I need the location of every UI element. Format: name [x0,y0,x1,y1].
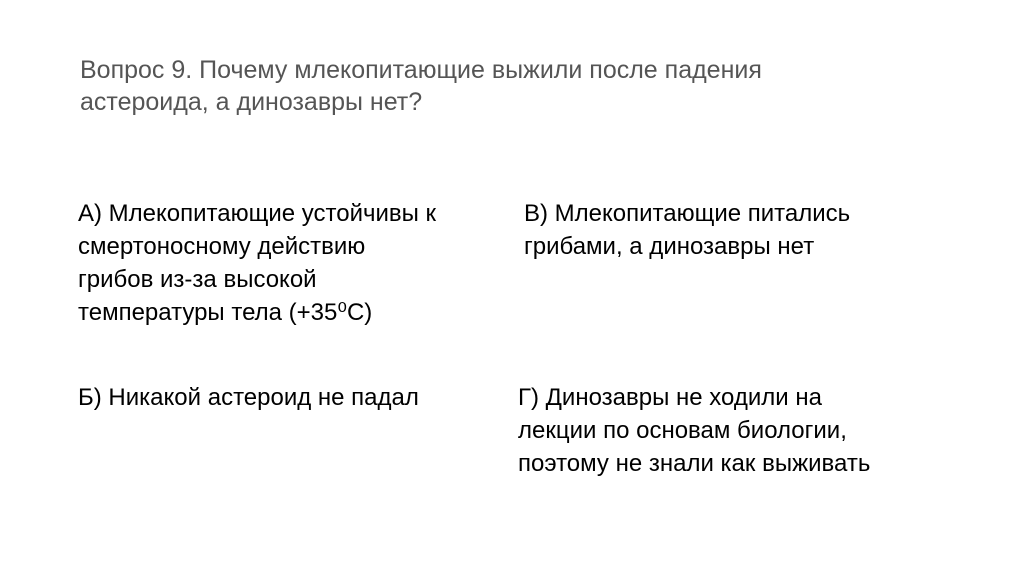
answer-b-line-1: Б) Никакой астероид не падал [78,384,419,411]
answer-v-line-2: грибами, а динозавры нет [524,233,815,260]
answer-v-line-1: В) Млекопитающие питались [524,200,851,227]
answer-g-line-3: поэтому не знали как выживать [518,450,871,477]
answer-option-g [518,381,870,480]
answer-a-line-3: грибов из-за высокой [78,266,317,293]
answer-a-line-4: температуры тела (+35⁰С) [78,299,373,326]
question-title [80,54,940,118]
answer-a-line-1: А) Млекопитающие устойчивы к [78,200,437,227]
answer-option-a [78,197,436,329]
answer-g-line-2: лекции по основам биологии, [518,417,847,444]
answer-option-v [524,197,850,263]
question-title-line-1: Вопрос 9. Почему млекопитающие выжили после падения [80,56,762,84]
answer-g-line-1: Г) Динозавры не ходили на [518,384,822,411]
answer-a-line-2: смертоносному действию [78,233,366,260]
question-title-line-2: астероида, а динозавры нет? [80,88,423,116]
answer-option-b [78,381,419,414]
